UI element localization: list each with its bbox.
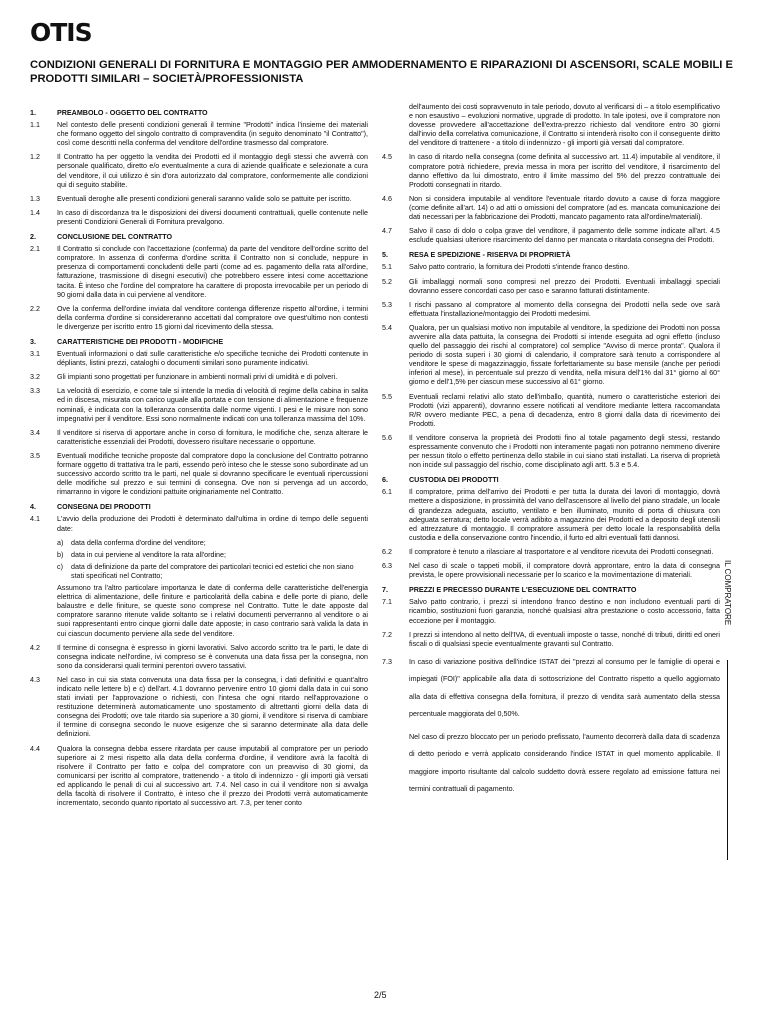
clause-text: Il termine di consegna è espresso in giorni lavorativi. Salvo accordo scritto tra le parti, le date di consegna indicate nell'ordine, ivi compreso se è convenuta una data fissa per la consegna, non sono da considerarsi quali termini perentori ovvero tassativi. (57, 643, 368, 670)
section-number: 3. (30, 337, 36, 346)
clause-text: Nel contesto delle presenti condizioni generali il termine "Prodotti" indica l'insieme dei materiali che formano oggetto del singolo contratto di compravendita (in seguito denominato "il Contratto"), così come descritti nella conferma del venditore dell'ordine trasmesso dal compratore. (57, 121, 368, 148)
clause (382, 434, 720, 470)
section-title: PREAMBOLO - OGGETTO DEL CONTRATTO (57, 109, 208, 117)
section-title: PREZZI E PRECESSO DURANTE L'ESECUZIONE DEL CONTRATTO (409, 586, 637, 595)
clause-number: 3.3 (30, 387, 40, 396)
clause (30, 245, 368, 300)
clause-text: I prezzi si intendono al netto dell'IVA, di eventuali imposte o tasse, nonché di tributi, diritti ed oneri fiscali o di qualsiasi specie eventualmente gravanti sul Contratto. (409, 630, 720, 648)
clause-number: 5.4 (382, 323, 392, 332)
clause (30, 644, 368, 671)
clause-number: 4.1 (30, 515, 40, 524)
clause (30, 429, 368, 447)
page-number: 2/5 (374, 990, 387, 1000)
clause-text: Eventuali deroghe alle presenti condizioni generali saranno valide solo se pattuite per iscritto. (57, 194, 352, 203)
clause (382, 153, 720, 189)
clause-number: 4.2 (30, 643, 40, 652)
clause-number: 5.6 (382, 433, 392, 442)
clause-number: 4.6 (382, 194, 392, 203)
clause-number: 1.4 (30, 208, 40, 217)
buyer-signature-label: IL COMPRATORE (723, 560, 732, 626)
list-item (57, 539, 368, 548)
clause (382, 324, 720, 388)
clause-text: Salvo patto contrario, la fornitura dei Prodotti s'intende franco destino. (409, 263, 630, 272)
clause (382, 301, 720, 319)
section-heading (382, 476, 720, 485)
clause-text: La velocità di esercizio, e come tale si intende la media di velocità di regime della cabina in salita ed in discesa, misurata con carico uguale alla portata e con tensione di alimentazione e frequenze nominali, è indicata con la tolleranza consentita dalle norme vigenti. I pesi e le misure non sono impegnativi per il venditore. Essi sono normalmente indicati con una tolleranza massima del 10%. (57, 387, 368, 423)
clause-number: 3.4 (30, 428, 40, 437)
clause-text: Gli imballaggi normali sono compresi nel prezzo dei Prodotti. Eventuali imballaggi speciali dovranno essere concordati caso per caso e saranno fatturati distintamente. (409, 277, 720, 295)
list-marker: a) (57, 538, 64, 547)
clause (30, 387, 368, 423)
clause (382, 548, 720, 557)
section-heading (382, 586, 720, 595)
clause-text: In caso di ritardo nella consegna (come definita al successivo art. 11.4) imputabile al venditore, il compratore potrà richiedere, previa messa in mora per iscritto del venditore, il risarcimento del danno effettivo da lui dimostrato, entro il limite massimo del 5% del prezzo contrattuale dei Prodotti consegnati in ritardo. (409, 153, 720, 189)
section-heading (30, 338, 368, 347)
section-title: CONCLUSIONE DEL CONTRATTO (57, 233, 173, 242)
section-heading (30, 109, 368, 118)
clause (382, 488, 720, 543)
section-heading (30, 233, 368, 242)
clause (30, 745, 368, 809)
clause (382, 195, 720, 222)
clause-number: 7.1 (382, 598, 392, 607)
section-title: CONSEGNA DEI PRODOTTI (57, 503, 151, 512)
clause-text: Non si considera imputabile al venditore l'eventuale ritardo dovuto a cause di forza maggiore (come definite all'art. 14) o ad atti o omissioni del compratore (ad es. mancata comunicazione dei dati necessari per la fabbricazione dei Prodotti, mancato pagamento rata all'ordine/materiali). (409, 194, 720, 222)
clause-text: Qualora la consegna debba essere ritardata per cause imputabili al compratore per un periodo superiore ai 2 mesi rispetto alla data della conferma d'ordine, il venditore avrà la facoltà di risolvere il Contratto per fatto e colpa del compratore con un preavviso di 30 giorni, da comunicarsi per iscritto al compratore, trattenendo - a titolo di indennizzo - gli importi già versati ed applicando le penali di cui al successivo art. 7.4. Nel caso in cui il venditore non si avvalga della facoltà di risolvere il Contratto, è inteso che il prezzo dei Prodotti verrà automaticamente incrementato, secondo quanto riportato al successivo art. 7.3, per tener conto (57, 744, 368, 808)
clause (382, 631, 720, 649)
clause-text: Qualora, per un qualsiasi motivo non imputabile al venditore, la spedizione dei Prodotti non possa avvenire alla data pattuita, la consegna dei Prodotti si intende eseguita ad ogni effetto (incluso quello del passaggio dei rischi al compratore) col semplice "Avviso di merce pronta". Qualora il periodo di sosta superi i 30 giorni di calendario, il compratore sarà tenuto a corrispondere al venditore le spese di magazzinaggio, fissate forfettariamente su base mensile (anche per periodi inferiori al mese), in percentuale sul prezzo di vendita, nella misura dell'1% dal 31° giorno al 60° giorno e dell'1,5% per ciascun mese successivo al 61° giorno. (409, 323, 720, 387)
otis-logo: OTIS (30, 18, 92, 47)
clause (382, 278, 720, 296)
clause-text: Il compratore, prima dell'arrivo dei Prodotti e per tutta la durata dei lavori di montaggio, dovrà mettere a disposizione, in prossimità del vano dell'ascensore al livello del piano stradale, un locale di grandezza adeguata, asciutto, ventilato e ben illuminato, munito di porta di chiusura con adeguata serratura; detto locale verrà adibito a magazzino dei Prodotti ed a deposito degli utensili ed attrezzature di montaggio. Il compratore assumerà per detto locale la responsabilità della custodia e della conservazione contro l'incendio, il furto ed altri eventuali fatti dannosi. (409, 488, 720, 542)
section-heading (30, 503, 368, 512)
clause (382, 562, 720, 580)
clause-number: 1.1 (30, 121, 40, 130)
clause (30, 153, 368, 189)
clause (30, 515, 368, 533)
section-number: 4. (30, 503, 36, 512)
section-heading (382, 251, 720, 260)
document-title: CONDIZIONI GENERALI DI FORNITURA E MONTAGGIO PER AMMODERNAMENTO E RIPARAZIONI DI ASCENSORI, SCALE MOBILI E PRODOTTI SIMILARI – SOCIETÀ/PROFESSIONISTA (30, 59, 733, 85)
list-item-text: data di definizione da parte del compratore dei particolari tecnici ed estetici che non siano stati specificati nel Contratto; (71, 562, 354, 580)
list-marker: c) (57, 562, 63, 571)
right-column (382, 103, 720, 804)
clause-text: In caso di variazione positiva dell'indice ISTAT dei "prezzi al consumo per le famiglie di operai e impiegati (FOI)" applicabile alla data di sottoscrizione del Contratto rispetto a quello aggiornato alla data di effettiva consegna della fornitura, il prezzo di vendita sarà aumentato della stessa percentuale maggiorata del 0,50%. (409, 657, 720, 719)
clause-number: 4.4 (30, 744, 40, 753)
clause-number: 3.1 (30, 350, 40, 359)
clause-text: L'avvio della produzione dei Prodotti è determinato dall'ultima in ordine di tempo delle seguenti date: (57, 515, 368, 533)
section-number: 6. (382, 476, 388, 485)
clause (30, 676, 368, 740)
clause-text: Salvo patto contrario, i prezzi si intendono franco destino e non includono eventuali parti di ricambio, sostituzioni fuori garanzia, nonché qualsiasi altra prestazione o costo accessorio, fatta eccezione per il montaggio. (409, 598, 720, 625)
clause-number: 4.3 (30, 675, 40, 684)
clause-number: 3.2 (30, 373, 40, 382)
clause-number: 5.1 (382, 263, 392, 272)
section-number: 7. (382, 586, 388, 595)
clause-text: Eventuali modifiche tecniche proposte dal compratore dopo la conclusione del Contratto potranno formare oggetto di trattativa tra le parti, essendo però inteso che le stesse sono subordinate ad un successivo accordo scritto tra le parti, nel quale si dovranno specificare le eventuali ripercussioni delle modifiche sul prezzo e sui termini di consegna. Ove non si pervenga ad un accordo, rimarranno in vigore le condizioni pattuite originariamente nel Contratto. (57, 451, 368, 497)
clause-number: 1.3 (30, 194, 40, 203)
clause-text: Il venditore si riserva di apportare anche in corso di fornitura, le modifiche che, senza alterare le caratteristiche essenziali dei Prodotti, dovessero risultare necessarie o opportune. (57, 428, 368, 446)
clause-number: 7.2 (382, 630, 392, 639)
clause-number: 6.3 (382, 562, 392, 571)
clause-text: Il compratore è tenuto a rilasciare al trasportatore e al venditore ricevuta dei Prodotti consegnati. (409, 547, 714, 556)
clause-number: 6.1 (382, 488, 392, 497)
clause-continuation: Assumono tra l'altro particolare importanza le date di conferma delle caratteristiche dell'energia elettrica di alimentazione, delle finiture e particolarità della cabina e delle porte di piano, delle balaustre e delle finiture, se queste sono comprese nel Contratto. Tutte le date apposte dal compratore saranno ritenute valide soltanto se i relativi documenti perverranno al venditore o ai suoi rappresentanti entro cinque giorni dalle date apposte; in caso contrario sarà valida la data in cui ciascun documento perviene alla sede del venditore. (57, 584, 368, 638)
list-item (57, 551, 368, 560)
clause (382, 598, 720, 625)
clause-text: Salvo il caso di dolo o colpa grave del venditore, il pagamento delle somme indicate all'art. 4.5 esclude qualsiasi ulteriore risarcimento del danno per mancata o ritardata consegna dei Prodotti. (409, 227, 720, 245)
clause (382, 227, 720, 245)
section-title: RESA E SPEDIZIONE - RISERVA DI PROPRIETÀ (409, 251, 571, 260)
clause-text: Il Contratto si conclude con l'accettazione (conferma) da parte del venditore dell'ordine scritto del compratore. In assenza di conferma d'ordine scritta il Contratto non si conclude, neppure in presenza di comportamenti concludenti delle parti (come ad es. pagamento della rata all'ordine, fatturazione, trasmissione di disegni esecutivi) che potrebbero essere intesi come accettazione tacita. È inteso che l'ordine del compratore ha carattere di proposta irrevocabile per un periodo di 90 giorni dalla data in cui perviene al venditore. (57, 245, 368, 299)
section-number: 2. (30, 233, 36, 242)
clause-text: Nel caso di scale o tappeti mobili, il compratore dovrà approntare, entro la data di consegna prevista, le opere provvisionali necessarie per lo scarico e la movimentazione di materiali. (409, 562, 720, 580)
list-item-text: data in cui perviene al venditore la rata all'ordine; (71, 550, 226, 559)
list-marker: b) (57, 550, 64, 559)
clause (30, 350, 368, 368)
signature-line (727, 660, 728, 860)
section-number: 1. (30, 109, 36, 117)
clause-number: 5.5 (382, 392, 392, 401)
section-number: 5. (382, 251, 388, 260)
clause-text: Eventuali reclami relativi allo stato dell'imballo, quantità, numero o caratteristiche esteriori dei Prodotti (vizi apparenti), dovranno essere notificati al venditore mediante lettera raccomandata R/R ovvero mediante PEC, a pena di decadenza, entro 8 giorni dalla data di ricevimento dei Prodotti. (409, 392, 720, 428)
clause-number: 2.2 (30, 304, 40, 313)
clause-number: 6.2 (382, 547, 392, 556)
clause (30, 195, 368, 204)
clause (382, 263, 720, 272)
clause-number: 1.2 (30, 153, 40, 162)
section-title: CUSTODIA DEI PRODOTTI (409, 476, 499, 485)
clause-text: Gli impianti sono progettati per funzionare in ambienti normali privi di umidità e di polveri. (57, 373, 338, 382)
clause (30, 305, 368, 332)
clause-continuation: dell'aumento dei costi sopravvenuto in tale periodo, dovuto al verificarsi di – a titolo esemplificativo e non esaustivo – evoluzioni normative, upgrade di prodotto. In tale ipotesi, ove il compratore non dovesse provvedere all'accettazione dell'extra-prezzo richiesto dal venditore entro 30 giorni dall'invio della correlativa comunicazione, il Contratto si intenderà risolto con il conseguente diritto del venditore di trattenere - a titolo di indennizzo - gli importi già versati dal compratore. (409, 103, 720, 148)
left-column (30, 103, 368, 813)
clause-number: 7.3 (382, 657, 392, 666)
clause-text: Ove la conferma dell'ordine inviata dal venditore contenga differenze rispetto all'ordine, i termini della conferma d'ordine si considereranno accettati dal compratore ove quest'ultimo non contesti le divergenze per iscritto entro 15 giorni dal ricevimento della stessa. (57, 304, 368, 331)
clause (30, 373, 368, 382)
clause-continuation: Nel caso di prezzo bloccato per un periodo prefissato, l'aumento decorrerà dalla data di scadenza di detto periodo e verrà applicato considerando l'indice ISTAT in quel momento applicabile. Il maggiore importo risultante dal calcolo suddetto dovrà essere regolato ad emissione fattura nei termini contrattuali di pagamento. (409, 732, 720, 794)
clause-number: 5.3 (382, 300, 392, 309)
clause-text: Il Contratto ha per oggetto la vendita dei Prodotti ed il montaggio degli stessi che avverrà con personale qualificato, diretto e/o eventualmente a cura di aziende qualificate e selezionate a cura del venditore, il cui utilizzo è sin d'ora autorizzato dal compratore, conformemente alle condizioni qui di seguito stabilite. (57, 153, 368, 189)
clause-text: Eventuali informazioni o dati sulle caratteristiche e/o specifiche tecniche dei Prodotti contenute in dépliants, listini prezzi, cataloghi o documenti similari sono puramente indicativi. (57, 350, 368, 368)
clause-text: Nel caso in cui sia stata convenuta una data fissa per la consegna, i dati definitivi e quant'altro indicato nelle lettere b) e c) dell'art. 4.1 dovranno pervenire entro 10 giorni dalla data in cui sono stati inviati per l'approvazione o richiesti, con l'intesa che ogni ritardo nell'approvazione o restituzione determinerà automaticamente uno spostamento di altrettanti giorni della data di consegna dei Prodotti; ove tale ritardo sia superiore a 30 giorni, il venditore si riserva di cambiare il termine di consegna secondo le nuove esigenze che si saranno determinate alla data delle definizioni. (57, 675, 368, 739)
list-item (57, 563, 368, 581)
list-item-text: data della conferma d'ordine del venditore; (71, 538, 206, 547)
clause (382, 654, 720, 724)
clause-number: 3.5 (30, 451, 40, 460)
clause-number: 2.1 (30, 245, 40, 254)
clause (30, 209, 368, 227)
clause (382, 393, 720, 429)
clause-text: Il venditore conserva la proprietà dei Prodotti fino al totale pagamento degli stessi, restando espressamente convenuto che i Prodotti non interamente pagati non potranno nemmeno divenire per nessun titolo o effetto pertinenza dello stabile in cui siano stati installati. La riserva di proprietà non incide sul passaggio del rischio, come disciplinato agli artt. 5.3 e 5.4. (409, 433, 720, 470)
clause-text: I rischi passano al compratore al momento della consegna dei Prodotti nella sede ove sarà effettuata l'installazione/montaggio dei Prodotti medesimi. (409, 300, 720, 318)
clause-number: 4.5 (382, 153, 392, 162)
clause-number: 5.2 (382, 277, 392, 286)
section-title: CARATTERISTICHE DEI PRODOTTI - MODIFICHE (57, 337, 224, 346)
clause-text: In caso di discordanza tra le disposizioni dei diversi documenti contrattuali, quelle contenute nelle presenti Condizioni Generali di Fornitura prevalgono. (57, 208, 368, 226)
clause (30, 121, 368, 148)
clause (30, 452, 368, 497)
clause-number: 4.7 (382, 227, 392, 236)
